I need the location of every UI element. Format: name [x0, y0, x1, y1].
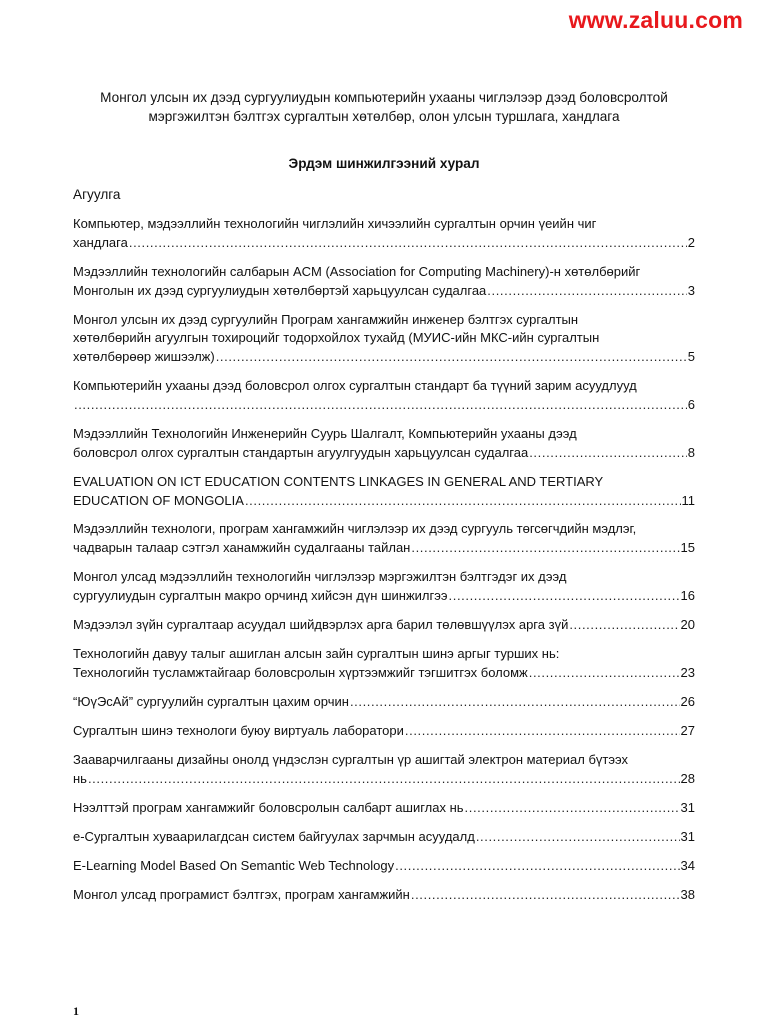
toc-entry-last-line — [73, 539, 695, 558]
document-page — [73, 88, 695, 915]
toc-entry-line: Технологийн давуу талыг ашиглан алсын зайн сургалтын шинэ аргыг турших нь: — [73, 646, 560, 662]
toc-entry-last-line — [73, 587, 695, 606]
watermark-logo[interactable]: www.zaluu.com — [568, 7, 743, 33]
toc-entry-last-line — [73, 886, 695, 905]
dot-leader — [529, 444, 687, 463]
toc-entry[interactable] — [73, 263, 695, 301]
toc-entry[interactable] — [73, 751, 695, 789]
toc-entry[interactable] — [73, 886, 695, 905]
conference-heading: Эрдэм шинжилгээний хурал — [288, 156, 480, 171]
toc-entry-line: Зааварчилгааны дизайны онолд үндэслэн сургалтын үр ашигтай электрон материал бүтээх — [73, 751, 628, 767]
toc-page-number: 15 — [680, 540, 695, 556]
dot-leader — [350, 693, 680, 712]
toc-entry-last-line — [73, 770, 695, 789]
toc-entry-title: нь — [73, 770, 87, 786]
toc-page-number: 23 — [680, 664, 695, 680]
title-line-2: мэргэжилтэн бэлтгэх сургалтын хөтөлбөр, олон улсын туршлага, хандлага — [148, 109, 620, 124]
toc-entry[interactable] — [73, 473, 695, 511]
dot-leader — [449, 587, 680, 606]
table-of-contents — [73, 215, 695, 904]
toc-entry-title: Нээлттэй програм хангамжийг боловсролын салбарт ашиглах нь — [73, 799, 464, 815]
toc-entry-line: Монгол улсын их дээд сургуулийн Програм хангамжийн инженер бэлтгэх сургалтын — [73, 311, 579, 327]
toc-entry-title: “ЮүЭсАй” сургуулийн сургалтын цахим орчин — [73, 693, 349, 709]
dot-leader — [74, 396, 687, 415]
toc-page-number: 11 — [681, 492, 695, 508]
title-line-1: Монгол улсын их дээд сургуулиудын компьютерийн ухааны чиглэлээр дээд боловсролтой — [100, 90, 668, 105]
toc-entry-last-line — [73, 693, 695, 712]
dot-leader — [487, 282, 686, 301]
toc-page-number: 31 — [680, 799, 695, 815]
toc-entry-last-line — [73, 396, 695, 415]
toc-entry[interactable] — [73, 568, 695, 606]
toc-entry[interactable] — [73, 616, 695, 635]
dot-leader — [405, 722, 680, 741]
page-number: 1 — [73, 1004, 79, 1018]
toc-entry[interactable] — [73, 722, 695, 741]
toc-entry-line: Мэдээллийн технологийн салбарын ACM (Association for Computing Machinery)-н хөтөлбөрийг — [73, 263, 641, 279]
toc-page-number: 8 — [687, 444, 695, 460]
toc-entry[interactable] — [73, 425, 695, 463]
dot-leader — [465, 799, 680, 818]
toc-entry-last-line — [73, 857, 695, 876]
toc-entry-last-line — [73, 444, 695, 463]
toc-entry-title: Сургалтын шинэ технологи буюу виртуаль лаборатори — [73, 722, 404, 738]
toc-heading: Агуулга — [73, 187, 121, 202]
toc-entry-title: е-Сургалтын хуваарилагдсан систем байгуулах зарчмын асуудалд — [73, 828, 475, 844]
toc-entry-title: чадварын талаар сэтгэл ханамжийн судалгааны тайлан — [73, 540, 411, 556]
toc-page-number: 3 — [687, 282, 695, 298]
toc-entry-line: Компьютер, мэдээллийн технологийн чиглэлийн хичээлийн сургалтын орчин үеийн чиг — [73, 216, 597, 231]
toc-entry-line: Мэдээллийн технологи, програм хангамжийн чиглэлээр их дээд сургууль төгсөгчдийн мэдлэг, — [73, 521, 637, 537]
toc-entry-line: Мэдээллийн Технологийн Инженерийн Суурь Шалгалт, Компьютерийн ухааны дээд — [73, 425, 577, 441]
toc-page-number: 16 — [680, 588, 695, 604]
toc-page-number: 20 — [680, 617, 695, 633]
toc-entry-last-line — [73, 799, 695, 818]
dot-leader — [395, 857, 679, 876]
toc-page-number: 34 — [680, 857, 695, 873]
toc-entry-last-line — [73, 664, 695, 683]
toc-entry-title: Монголын их дээд сургуулиудын хөтөлбөртэй харьцуулсан судалгаа — [73, 282, 487, 298]
toc-entry-title: хандлага — [73, 234, 128, 250]
dot-leader — [476, 828, 680, 847]
toc-page-number: 2 — [687, 234, 695, 250]
dot-leader — [216, 348, 687, 367]
toc-entry-last-line — [73, 282, 695, 301]
dot-leader — [129, 234, 687, 253]
toc-entry-title: боловсрол олгох сургалтын стандартын агуулгуудын харьцуулсан судалгаа — [73, 444, 529, 460]
toc-entry-title: E-Learning Model Based On Semantic Web Technology — [73, 857, 395, 873]
toc-entry-last-line — [73, 828, 695, 847]
toc-page-number: 6 — [687, 396, 695, 412]
toc-entry-title: Монгол улсад програмист бэлтгэх, програм хангамжийн — [73, 886, 410, 902]
toc-entry-title: Мэдээлэл зүйн сургалтаар асуудал шийдвэрлэх арга барил төлөвшүүлэх арга зүй — [73, 617, 569, 633]
dot-leader — [245, 492, 681, 511]
toc-entry-title: хөтөлбөрөөр жишээлж) — [73, 349, 215, 365]
toc-page-number: 28 — [680, 770, 695, 786]
toc-entry[interactable] — [73, 857, 695, 876]
dot-leader — [529, 664, 680, 683]
toc-entry-line: Компьютерийн ухааны дээд боловсрол олгох сургалтын стандарт ба түүний зарим асуудлууд — [73, 378, 637, 394]
toc-entry[interactable] — [73, 215, 695, 253]
toc-entry-title: сургуулиудын сургалтын макро орчинд хийсэн дүн шинжилгээ — [73, 588, 448, 604]
toc-entry-title: Технологийн тусламжтайгаар боловсролын хүртээмжийг тэгшитгэх боломж — [73, 664, 528, 680]
toc-entry-line: EVALUATION ON ICT EDUCATION CONTENTS LINKAGES IN GENERAL AND TERTIARY — [73, 473, 604, 489]
toc-entry-last-line — [73, 616, 695, 635]
dot-leader — [411, 886, 680, 905]
toc-page-number: 27 — [680, 722, 695, 738]
toc-entry[interactable] — [73, 828, 695, 847]
toc-entry-line: хөтөлбөрийн агуулгын тохироцийг тодорхойлох тухайд (МУИС-ийн МКС-ийн сургалтын — [73, 330, 600, 346]
toc-entry[interactable] — [73, 799, 695, 818]
toc-page-number: 26 — [680, 693, 695, 709]
dot-leader — [569, 616, 679, 635]
toc-entry[interactable] — [73, 693, 695, 712]
dot-leader — [88, 770, 680, 789]
toc-page-number: 5 — [687, 349, 695, 365]
toc-entry[interactable] — [73, 377, 695, 415]
toc-entry-title: EDUCATION OF MONGOLIA — [73, 492, 244, 508]
toc-entry[interactable] — [73, 311, 695, 367]
toc-entry-last-line — [73, 722, 695, 741]
toc-page-number: 38 — [680, 886, 695, 902]
toc-entry[interactable] — [73, 520, 695, 558]
document-title — [73, 88, 695, 126]
toc-page-number: 31 — [680, 828, 695, 844]
dot-leader — [411, 539, 679, 558]
toc-entry-last-line — [73, 348, 695, 367]
toc-entry-last-line — [73, 234, 695, 253]
toc-entry-last-line — [73, 492, 695, 511]
toc-entry-line: Монгол улсад мэдээллийн технологийн чиглэлээр мэргэжилтэн бэлтгэдэг их дээд — [73, 569, 567, 585]
toc-entry[interactable] — [73, 645, 695, 683]
